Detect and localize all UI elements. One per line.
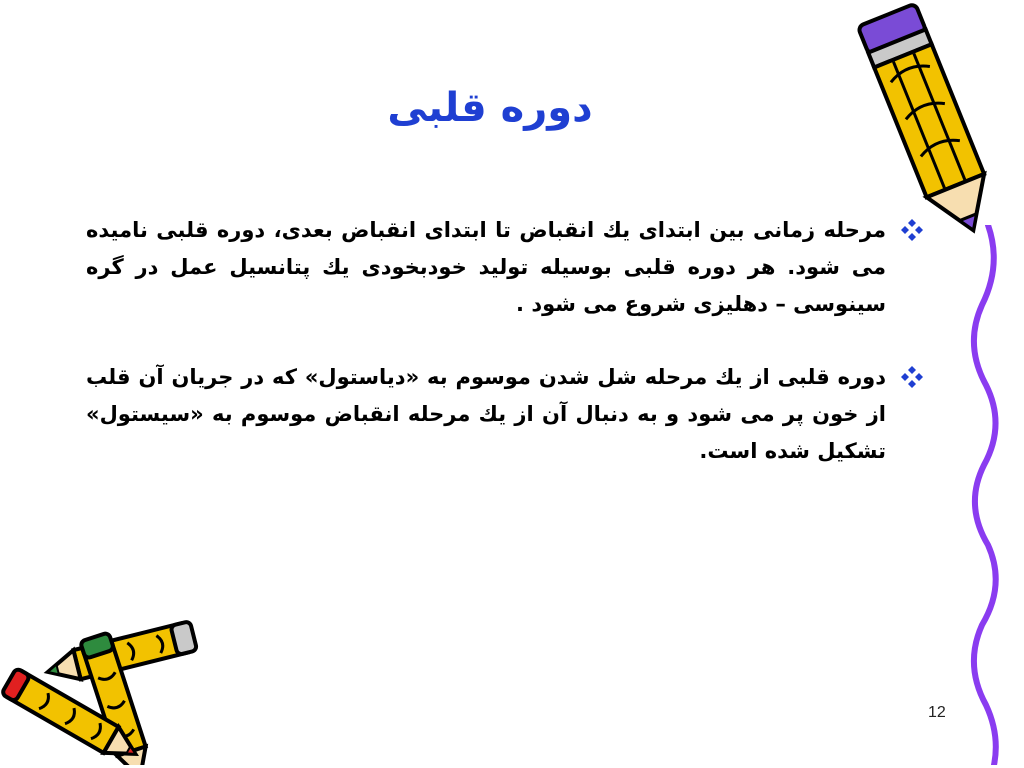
crossed-pencils-icon [0,615,210,765]
bullet-text: مرحله زمانی بین ابتدای یك انقباض تا ابتدای انقباض بعدی، دوره قلبی نامیده می شود. هر دوره قلبی بوسیله تولید خودبخودی یك پتانسیل عمل در گره سینوسی – دهلیزی شروع می شود . [86,218,886,316]
bullet-item [86,212,926,323]
page-number: 12 [928,704,946,721]
pencil-icon [856,0,1006,245]
slide-title: دوره قلبی [387,85,593,131]
wavy-line-icon [960,225,1010,765]
bullet-text: دوره قلبی از یك مرحله شل شدن موسوم به «دیاستول» كه در جریان آن قلب از خون پر می شود و به دنبال آن از یك مرحله انقباض موسوم به «سیستول» تشكیل شده است. [86,365,886,463]
four-diamond-bullet-icon [900,218,924,242]
four-diamond-bullet-icon [900,365,924,389]
bullet-item [86,359,926,470]
bullet-list [86,212,926,506]
